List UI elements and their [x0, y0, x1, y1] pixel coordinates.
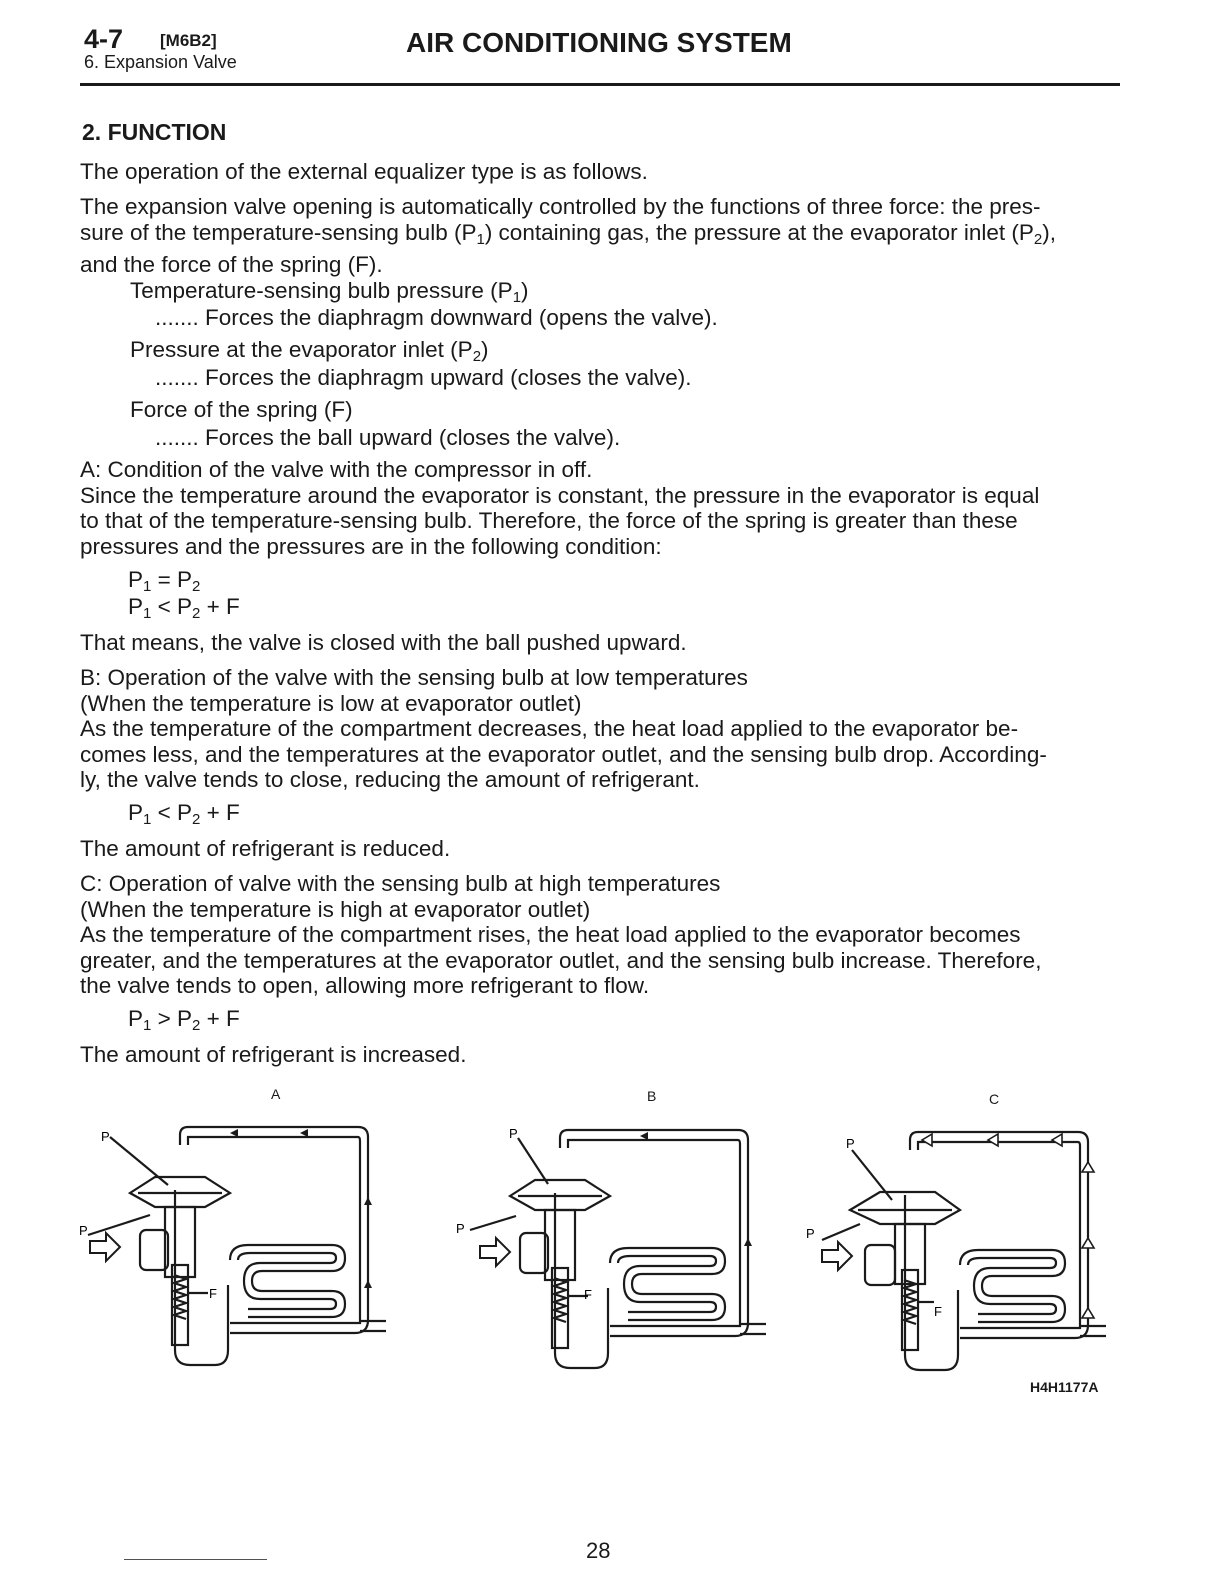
page-title: AIR CONDITIONING SYSTEM — [406, 27, 792, 58]
case-a-line-1: Since the temperature around the evaporator is constant, the pressure in the evaporator is equal — [80, 482, 1040, 508]
case-c-paragraph — [80, 871, 1120, 999]
case-a-equation-1: $P_1 = P_2$ — [128, 567, 201, 595]
case-a-paragraph — [80, 457, 1120, 559]
header-rule — [80, 83, 1120, 86]
overview-paragraph — [80, 194, 1120, 278]
valve-diagram-a — [70, 1115, 400, 1375]
case-a-result: That means, the valve is closed with the ball pushed upward. — [80, 630, 687, 655]
diagram-c-p1: P — [846, 1136, 855, 1151]
overview-line-1: The expansion valve opening is automatically controlled by the functions of three force: the pres- — [80, 194, 1041, 219]
figure-label-c: C — [989, 1091, 1000, 1107]
force-1-effect: ....... Forces the diaphragm downward (opens the valve). — [155, 305, 718, 330]
case-c-line-2: greater, and the temperatures at the evaporator outlet, and the sensing bulb increase. Therefore, — [80, 947, 1042, 973]
figure-id: H4H1177A — [1030, 1379, 1099, 1395]
diagram-b-f: F — [584, 1287, 592, 1302]
case-b-title: B: Operation of the valve with the sensing bulb at low temperatures — [80, 665, 748, 690]
case-b-line-2: comes less, and the temperatures at the evaporator outlet, and the sensing bulb drop. According- — [80, 741, 1047, 767]
case-b-line-3: ly, the valve tends to close, reducing the amount of refrigerant. — [80, 767, 700, 792]
valve-diagram-c — [800, 1120, 1130, 1380]
case-b-line-1: As the temperature of the compartment decreases, the heat load applied to the evaporator be- — [80, 716, 1019, 741]
intro-paragraph: The operation of the external equalizer type is as follows. — [80, 159, 648, 184]
section-heading: 2. FUNCTION — [82, 119, 227, 145]
section-number: 4-7 — [84, 24, 124, 54]
force-3-label: Force of the spring (F) — [130, 397, 353, 422]
case-b-paragraph — [80, 665, 1120, 793]
force-2-effect: ....... Forces the diaphragm upward (closes the valve). — [155, 365, 692, 390]
force-1-label: Temperature-sensing bulb pressure $(P_1)$ — [130, 278, 529, 306]
page-number: 28 — [586, 1538, 611, 1563]
case-c-line-1: As the temperature of the compartment rises, the heat load applied to the evaporator becomes — [80, 922, 1021, 947]
case-c-line-3: the valve tends to open, allowing more refrigerant to flow. — [80, 973, 650, 998]
figure-label-a: A — [271, 1086, 281, 1102]
force-3-effect: ....... Forces the ball upward (closes the valve). — [155, 425, 621, 450]
case-c-subtitle: (When the temperature is high at evaporator outlet) — [80, 896, 591, 922]
case-b-equation: $P_1 < P_2 + F$ — [128, 800, 240, 828]
diagram-a-p2: P — [79, 1223, 88, 1238]
case-c-result: The amount of refrigerant is increased. — [80, 1042, 467, 1067]
case-a-title: A: Condition of the valve with the compressor in off. — [80, 457, 593, 482]
diagram-c-p2: P — [806, 1226, 815, 1241]
diagram-a-p1: P — [101, 1129, 110, 1144]
force-2-label: Pressure at the evaporator inlet $(P_2)$ — [130, 337, 489, 365]
diagram-b-p2: P — [456, 1221, 465, 1236]
overview-line-3: and the force of the spring (F). — [80, 252, 383, 277]
case-a-line-3: pressures and the pressures are in the following condition: — [80, 533, 662, 559]
case-b-subtitle: (When the temperature is low at evaporator outlet) — [80, 690, 582, 716]
diagram-a-f: F — [209, 1286, 217, 1301]
subsection-title: 6. Expansion Valve — [84, 52, 237, 72]
case-b-result: The amount of refrigerant is reduced. — [80, 836, 451, 861]
case-c-equation: $P_1 > P_2 + F$ — [128, 1006, 240, 1034]
case-a-line-2: to that of the temperature-sensing bulb. Therefore, the force of the spring is greater than these — [80, 508, 1018, 533]
footer-rule — [124, 1559, 267, 1560]
figure-label-b: B — [647, 1088, 657, 1104]
overview-line-2: sure of the temperature-sensing bulb $(P_1)$ containing gas, the pressure at the evaporator inlet $(P_2)$, — [80, 219, 1056, 248]
diagram-c-f: F — [934, 1304, 942, 1319]
valve-diagram-b — [450, 1118, 780, 1378]
model-code: [M6B2] — [160, 31, 217, 50]
case-c-title: C: Operation of valve with the sensing bulb at high temperatures — [80, 871, 721, 896]
case-a-equation-2: $P_1 < P_2 + F$ — [128, 594, 240, 622]
diagram-b-p1: P — [509, 1126, 518, 1141]
